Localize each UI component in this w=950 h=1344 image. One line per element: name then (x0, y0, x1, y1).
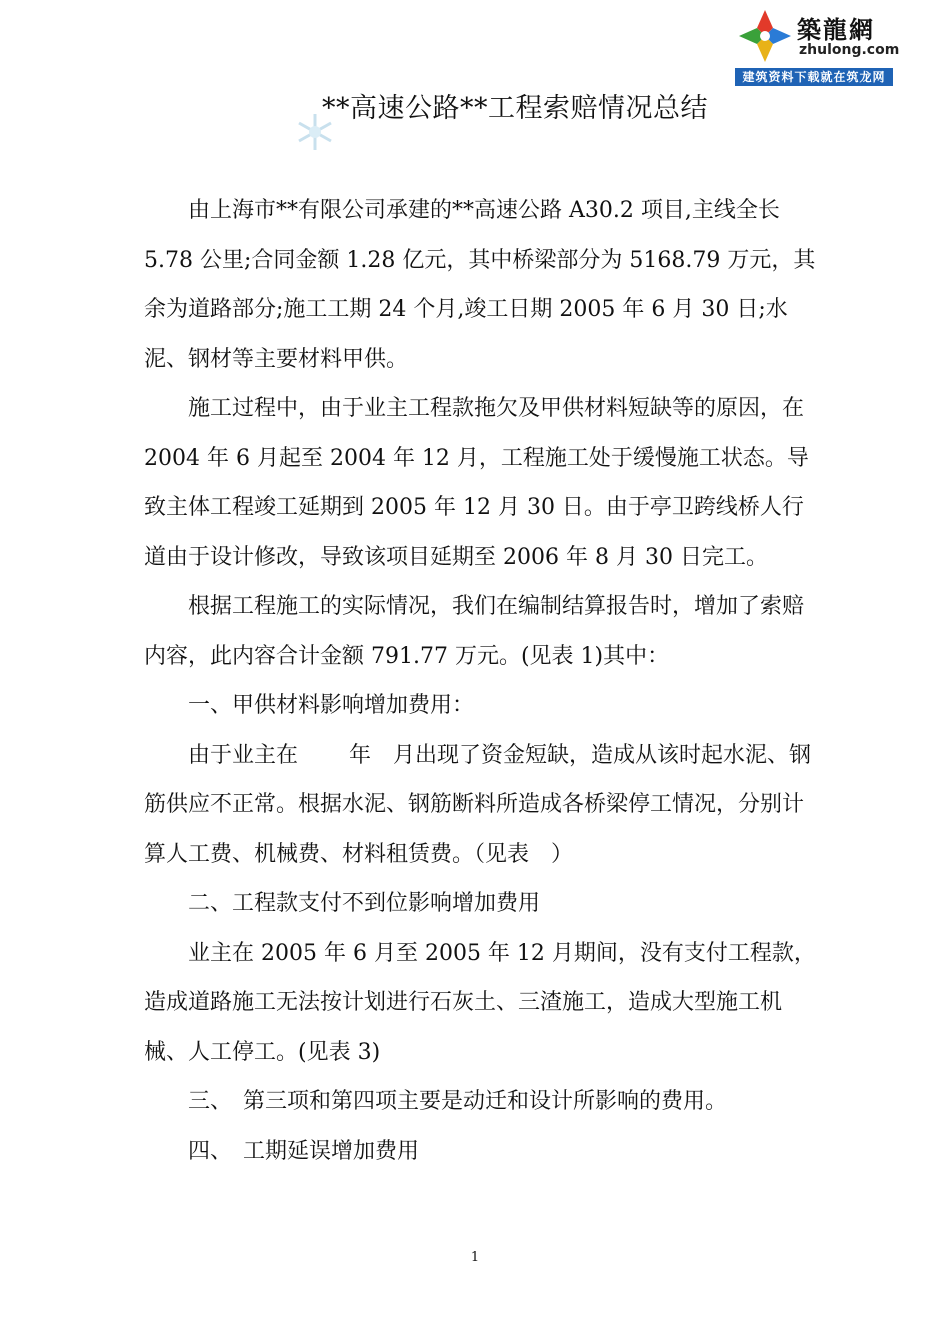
logo-slogan: 建筑资料下载就在筑龙网 (735, 68, 893, 86)
document-title: **高速公路**工程索赔情况总结 (322, 93, 708, 124)
paragraph-item-1: 由于业主在 年 月出现了资金短缺，造成从该时起水泥、钢筋供应不正常。根据水泥、钢筋断料所造成各桥梁停工情况，分别计算人工费、机械费、材料租赁费。（见表 ） (144, 742, 811, 867)
paragraph-item-2: 业主在 2005 年 6 月至 2005 年 12 月期间，没有支付工程款，造成道路施工无法按计划进行石灰土、三渣施工，造成大型施工机械、人工停工。(见表 3) (144, 940, 816, 1065)
zhulong-logo-icon (735, 6, 795, 66)
document-body (144, 186, 824, 1176)
logo-url: zhulong.com (799, 42, 900, 58)
zhulong-logo (735, 6, 900, 84)
paragraph-claim-total: 根据工程施工的实际情况，我们在编制结算报告时，增加了索赔内容，此内容合计金额 791.77 万元。(见表 1)其中： (144, 594, 805, 669)
paragraph-project-overview: 由上海市**有限公司承建的**高速公路 A30.2 项目,主线全长 5.78 公里;合同金额 1.28 亿元，其中桥梁部分为 5168.79 万元，其余为道路部分;施工工期 24 个月,竣工日期 2005 年 6 月 30 日;水泥、钢材等主要材料甲供。 (144, 198, 816, 372)
page-number: 1 (470, 1250, 480, 1265)
heading-item-1: 一、甲供材料影响增加费用： (188, 693, 475, 718)
paragraph-construction-delay: 施工过程中，由于业主工程款拖欠及甲供材料短缺等的原因，在 2004 年 6 月起至 2004 年 12 月，工程施工处于缓慢施工状态。导致主体工程竣工延期到 2005 年 12 月 30 日。由于亭卫跨线桥人行道由于设计修改，导致该项目延期至 2006 年 8 月 30 日完工。 (144, 396, 809, 570)
heading-item-4: 四、 工期延误增加费用 (188, 1138, 420, 1164)
logo-name: 築龍網 (797, 16, 875, 44)
heading-item-2: 二、工程款支付不到位影响增加费用 (188, 891, 541, 916)
heading-item-3: 三、 第三项和第四项主要是动迁和设计所影响的费用。 (188, 1089, 728, 1114)
